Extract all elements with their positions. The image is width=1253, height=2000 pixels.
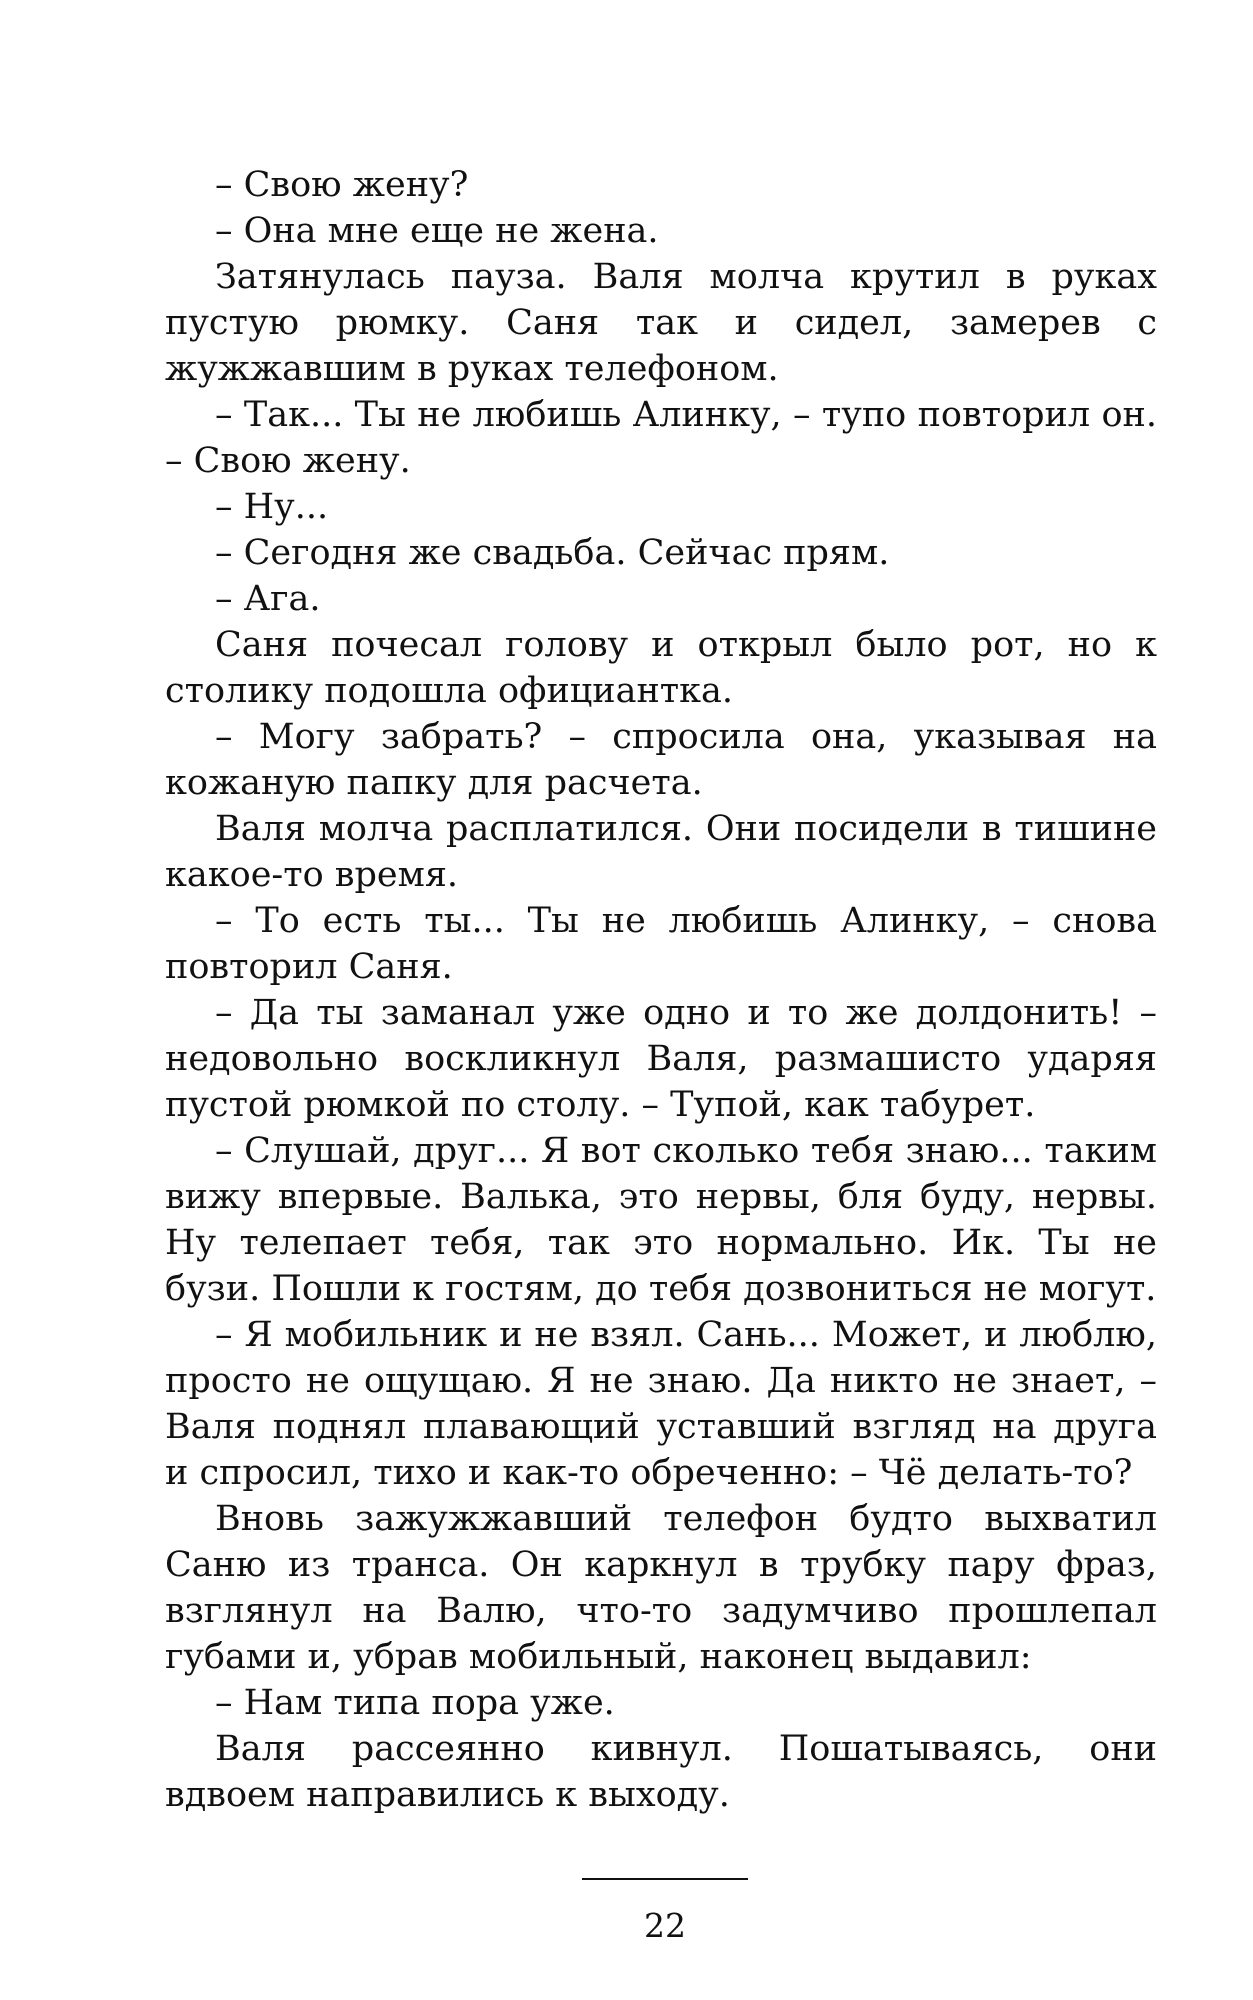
page-number: 22	[644, 1906, 686, 1945]
paragraph: Валя молча расплатился. Они посидели в тишине какое-то время.	[165, 809, 1157, 895]
paragraph: – Она мне еще не жена.	[215, 211, 659, 251]
paragraph: – Ага.	[215, 579, 321, 619]
page-body	[165, 162, 1157, 1818]
paragraph: – Свою жену?	[215, 165, 469, 205]
paragraph: – Так... Ты не любишь Алинку, – тупо повторил он. – Свою жену.	[165, 395, 1157, 481]
paragraph: – Нам типа пора уже.	[215, 1683, 615, 1723]
paragraph: Затянулась пауза. Валя молча крутил в руках пустую рюмку. Саня так и сидел, замерев с жужжавшим в руках телефоном.	[165, 257, 1157, 389]
paragraph: Вновь зажужжавший телефон будто выхватил Саню из транса. Он каркнул в трубку пару фраз, взглянул на Валю, что-то задумчиво прошлепал губами и, убрав мобильный, наконец выдавил:	[165, 1499, 1157, 1677]
paragraph: – То есть ты... Ты не любишь Алинку, – снова повторил Саня.	[165, 901, 1157, 987]
paragraph: – Да ты заманал уже одно и то же долдонить! – недовольно воскликнул Валя, размашисто ударяя пустой рюмкой по столу. – Тупой, как табурет.	[165, 993, 1157, 1125]
paragraph: – Ну...	[215, 487, 329, 527]
paragraph: – Могу забрать? – спросила она, указывая на кожаную папку для расчета.	[165, 717, 1157, 803]
paragraph: – Я мобильник и не взял. Сань... Может, и люблю, просто не ощущаю. Я не знаю. Да никто не знает, – Валя поднял плавающий уставший взгляд на друга и спросил, тихо и как-то обреченно: – Чё делать-то?	[165, 1315, 1157, 1493]
paragraph: Саня почесал голову и открыл было рот, но к столику подошла официантка.	[165, 625, 1157, 711]
paragraph: – Слушай, друг... Я вот сколько тебя знаю... таким вижу впервые. Валька, это нервы, бля буду, нервы. Ну телепает тебя, так это нормально. Ик. Ты не бузи. Пошли к гостям, до тебя дозвониться не могут.	[165, 1131, 1157, 1309]
footer-divider	[582, 1878, 748, 1880]
paragraph: Валя рассеянно кивнул. Пошатываясь, они вдвоем направились к выходу.	[165, 1729, 1157, 1815]
paragraph: – Сегодня же свадьба. Сейчас прям.	[215, 533, 890, 573]
text-column	[165, 162, 1157, 1818]
